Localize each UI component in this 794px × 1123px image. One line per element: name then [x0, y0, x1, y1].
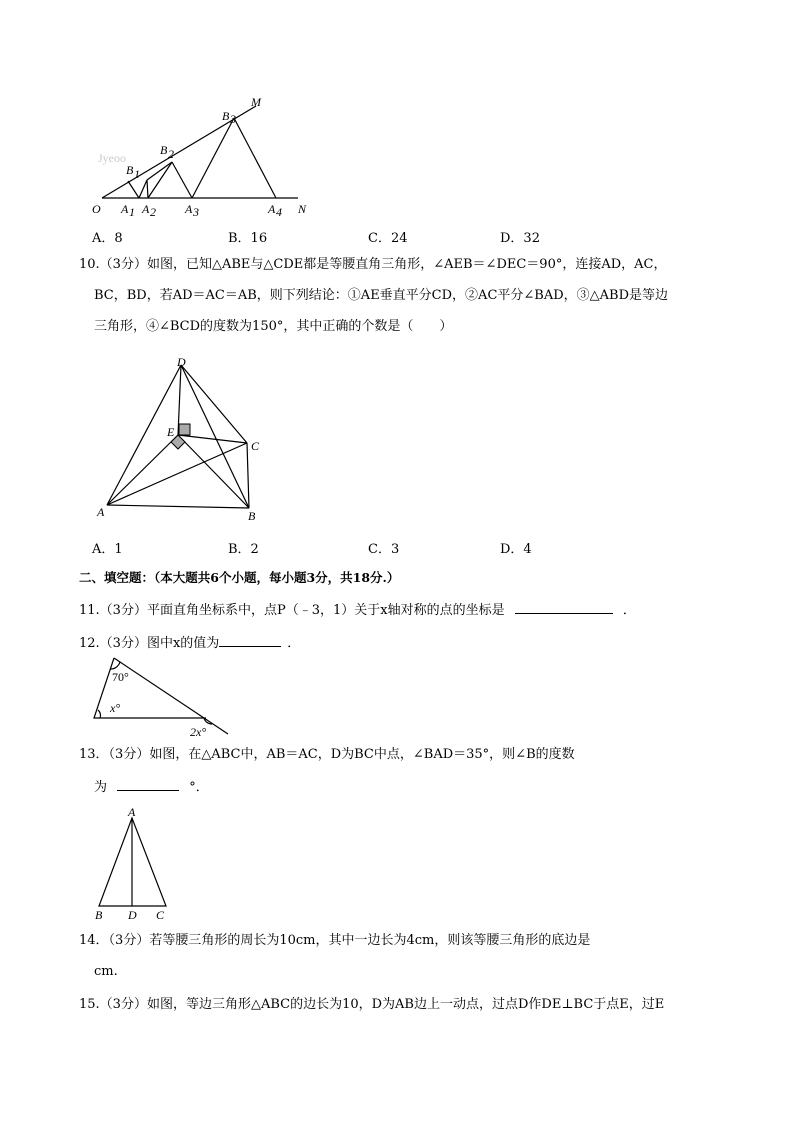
label-E: E	[167, 425, 175, 439]
svg-text:1: 1	[129, 205, 135, 219]
angle-2x-label: 2x°	[190, 725, 207, 739]
q9-option-b[interactable]: B．16	[228, 231, 268, 246]
label-M: M	[251, 95, 261, 109]
q14-line2: cm.	[94, 964, 118, 979]
label-N: N	[298, 202, 307, 216]
q10-line1: 10.（3分）如图，已知△ABE与△CDE都是等腰直角三角形，∠AEB＝∠DEC＝90°，连接AD，AC，	[79, 257, 667, 272]
label-A2: A	[142, 202, 150, 216]
q12-answer-blank[interactable]	[219, 633, 281, 647]
label-C: C	[251, 439, 260, 453]
label-A: A	[128, 805, 136, 819]
q11-answer-blank[interactable]	[515, 600, 613, 614]
q13-figure	[90, 804, 175, 924]
label-A3: A	[185, 202, 193, 216]
q13-line2: 为 °．	[94, 777, 209, 797]
label-B1: B	[126, 163, 134, 177]
q9-option-d[interactable]: D．32	[500, 231, 540, 246]
q13-answer-blank[interactable]	[117, 777, 179, 791]
q10-figure	[92, 350, 277, 525]
q10-option-a[interactable]: A．1	[92, 542, 123, 557]
label-A1: A	[121, 202, 129, 216]
q9-option-c[interactable]: C．24	[368, 231, 408, 246]
q12-figure	[88, 654, 233, 740]
section-heading: 二、填空题：（本大题共6个小题，每小题3分，共18分.）	[79, 570, 400, 585]
label-O: O	[92, 202, 101, 216]
svg-text:3: 3	[193, 205, 199, 219]
q15-line1: 15.（3分）如图，等边三角形△ABC的边长为10，D为AB边上一动点，过点D作DE⊥BC于点E，过E	[79, 997, 665, 1012]
label-B2: B	[160, 143, 168, 157]
q13-line1: 13．（3分）如图，在△ABC中，AB＝AC，D为BC中点，∠BAD＝35°，则∠B的度数	[79, 747, 575, 762]
angle-70-label: 70°	[112, 670, 129, 684]
q9-figure	[88, 92, 328, 222]
svg-text:2: 2	[150, 205, 156, 219]
q11: 11.（3分）平面直角坐标系中，点P（﹣3，1）关于x轴对称的点的坐标是 ．	[79, 600, 636, 620]
watermark: Jyeoo	[98, 151, 126, 165]
q10-option-d[interactable]: D．4	[500, 542, 532, 557]
q10-option-b[interactable]: B．2	[228, 542, 259, 557]
q10-line2: BC，BD，若AD＝AC＝AB，则下列结论：①AE垂直平分CD，②AC平分∠BAD，③△ABD是等边	[94, 288, 669, 303]
q9-option-a[interactable]: A．8	[92, 231, 123, 246]
angle-x-label: x°	[110, 701, 121, 715]
svg-text:4: 4	[276, 205, 282, 219]
label-D: D	[128, 908, 137, 922]
label-D: D	[177, 355, 186, 369]
svg-text:3: 3	[230, 112, 236, 126]
svg-text:1: 1	[134, 167, 140, 181]
label-B3: B	[222, 109, 230, 123]
q14-line1: 14．（3分）若等腰三角形的周长为10cm，其中一边长为4cm，则该等腰三角形的底边是	[79, 933, 591, 948]
q10-option-c[interactable]: C．3	[368, 542, 400, 557]
label-B: B	[95, 908, 103, 922]
label-B: B	[248, 509, 256, 523]
label-C: C	[156, 908, 165, 922]
q10-line3: 三角形，④∠BCD的度数为150°，其中正确的个数是（ ）	[94, 319, 453, 334]
svg-text:2: 2	[168, 147, 174, 161]
label-A4: A	[268, 202, 276, 216]
label-A: A	[97, 505, 105, 519]
q12: 12.（3分）图中x的值为 ．	[79, 633, 300, 653]
